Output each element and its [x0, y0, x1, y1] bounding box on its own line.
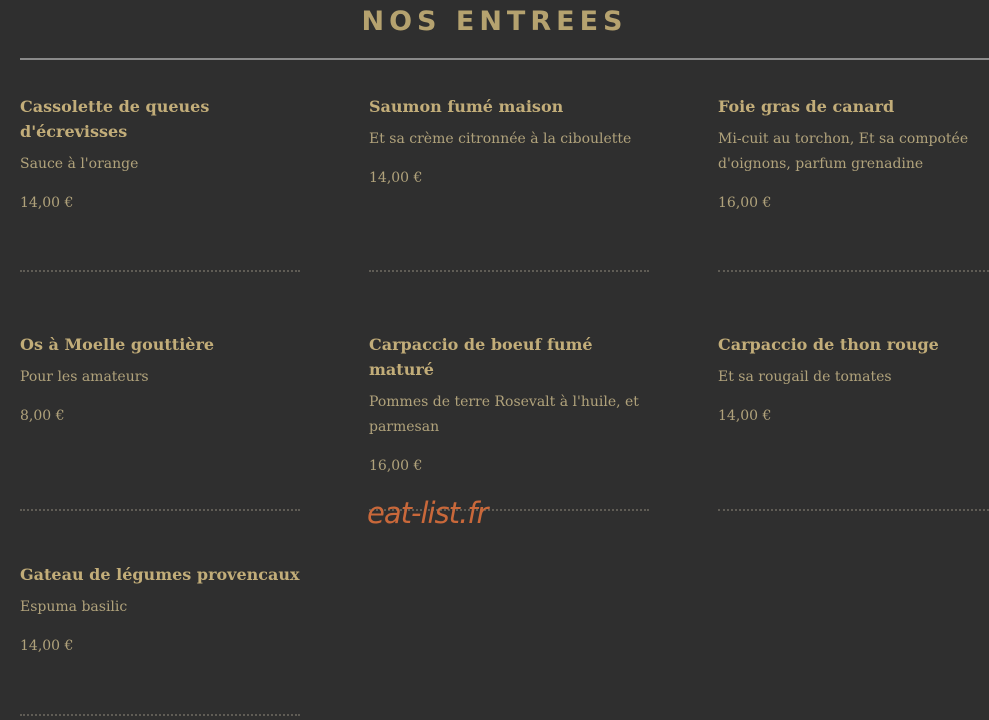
dotted-divider: [20, 270, 300, 272]
menu-item-saumon: [369, 94, 654, 188]
dotted-divider: [718, 509, 989, 511]
item-price: 8,00 €: [20, 408, 65, 424]
item-name: Os à Moelle gouttière: [20, 335, 215, 354]
dotted-divider: [369, 270, 649, 272]
menu-item-gateau-legumes: [20, 562, 305, 656]
dotted-divider: [20, 714, 300, 716]
item-description: Mi-cuit au torchon, Et sa compotée d'oignons, parfum grenadine: [718, 131, 969, 172]
item-name: Saumon fumé maison: [369, 97, 564, 116]
item-description: Espuma basilic: [20, 599, 128, 615]
dotted-divider: [20, 509, 300, 511]
menu-item-carpaccio-boeuf: [369, 332, 654, 476]
item-name: Foie gras de canard: [718, 97, 895, 116]
menu-item-cassolette: [20, 94, 305, 213]
item-price: 16,00 €: [369, 458, 423, 474]
item-price: 14,00 €: [369, 170, 423, 186]
item-price: 16,00 €: [718, 195, 772, 211]
item-description: Pommes de terre Rosevalt à l'huile, et parmesan: [369, 394, 639, 435]
item-description: Pour les amateurs: [20, 369, 149, 385]
item-name: Cassolette de queues d'écrevisses: [20, 97, 210, 141]
dotted-divider: [718, 270, 989, 272]
menu-item-carpaccio-thon: [718, 332, 983, 426]
menu-item-foie-gras: [718, 94, 983, 213]
menu-item-os-moelle: [20, 332, 305, 426]
item-description: Et sa rougail de tomates: [718, 369, 892, 385]
item-name: Carpaccio de boeuf fumé maturé: [369, 335, 593, 379]
item-price: 14,00 €: [20, 195, 74, 211]
item-price: 14,00 €: [20, 638, 74, 654]
item-price: 14,00 €: [718, 408, 772, 424]
item-description: Sauce à l'orange: [20, 156, 139, 172]
item-name: Gateau de légumes provencaux: [20, 565, 300, 584]
item-name: Carpaccio de thon rouge: [718, 335, 939, 354]
title-divider: [20, 58, 989, 60]
section-title: NOS ENTREES: [361, 6, 628, 37]
watermark: eat-list.fr: [367, 496, 488, 530]
item-description: Et sa crème citronnée à la ciboulette: [369, 131, 632, 147]
